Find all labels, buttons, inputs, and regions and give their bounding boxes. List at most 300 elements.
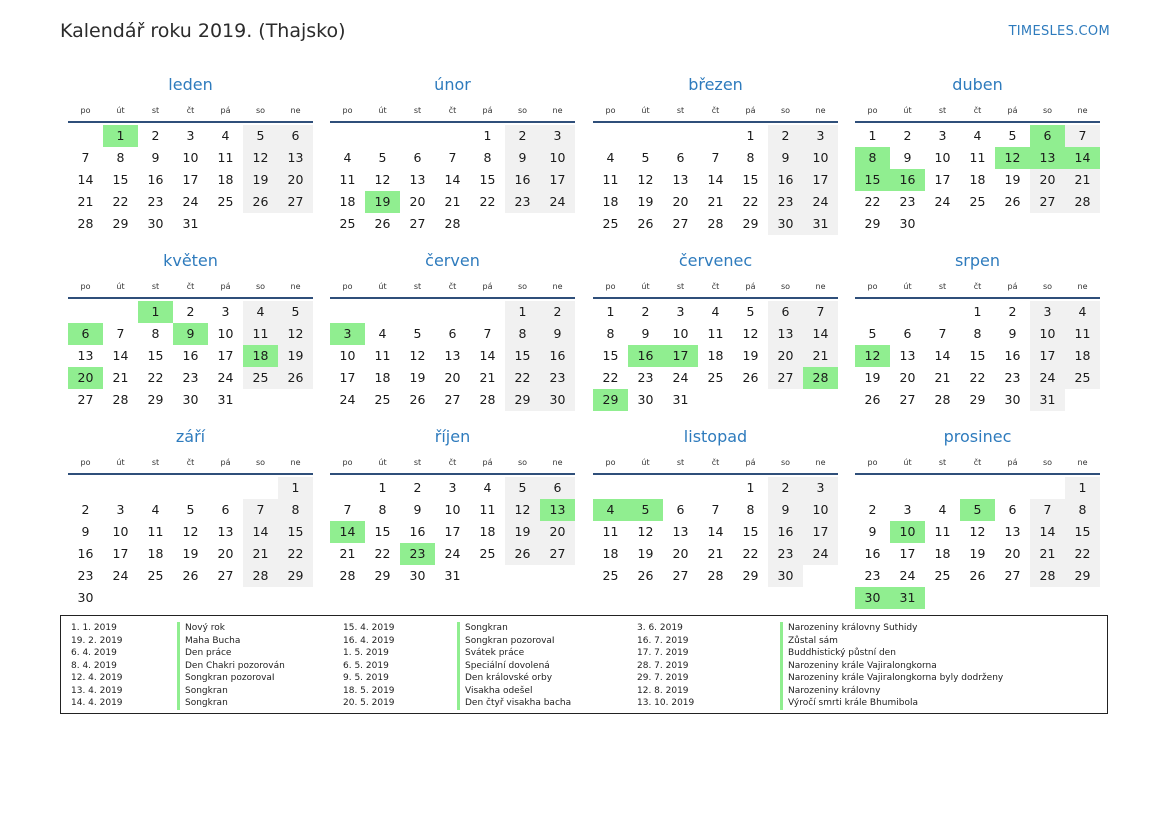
day-cell: 22 [147,370,164,385]
weekday-label: pá [482,281,493,291]
day-cell: 4 [1065,301,1100,323]
day-cell: 18 [1065,345,1100,367]
day-cell: 6 [676,150,685,165]
weekday-label: so [1042,457,1053,467]
day-cell: 3 [540,125,575,147]
weekday-label: st [151,281,160,291]
day-cell: 2 [768,125,803,147]
day-cell: 5 [746,304,755,319]
weekday-label: pá [482,105,493,115]
day-cell: 11 [374,348,391,363]
day-cell: 23 [147,194,164,209]
day-cell: 8 [483,150,492,165]
day-cell: 19 [742,348,759,363]
day-cell: 8 [378,502,387,517]
legend-holiday-name: Zůstal sám [788,635,838,646]
header-rule [68,473,313,475]
day-cell: 14 [934,348,951,363]
header-rule [593,297,838,299]
day-cell: 8 [278,499,313,521]
day-grid [68,477,313,609]
month-name: duben [952,75,1003,94]
day-cell: 12 [243,147,278,169]
empty-cell [698,477,733,499]
holiday-cell: 23 [400,543,435,565]
day-cell: 31 [1030,389,1065,411]
weekday-label: čt [186,105,195,115]
holiday-cell: 1 [103,125,138,147]
month-březen [593,75,838,235]
day-cell: 15 [505,345,540,367]
weekday-header [593,276,838,296]
day-cell: 27 [672,568,689,583]
month-září [68,427,313,609]
header-rule [593,121,838,123]
day-cell: 24 [899,568,916,583]
day-cell: 29 [742,216,759,231]
day-cell: 19 [969,546,986,561]
day-grid [855,301,1100,411]
day-cell: 24 [803,543,838,565]
weekday-label: út [903,457,912,467]
legend-date: 15. 4. 2019 [343,623,395,633]
legend-holiday-name: Výročí smrti krále Bhumibola [788,698,919,708]
day-grid [68,125,313,235]
day-cell: 27 [444,392,461,407]
day-cell: 18 [339,194,356,209]
weekday-label: ne [290,105,301,115]
legend-date: 12. 4. 2019 [71,673,123,683]
empty-cell [855,301,890,323]
day-cell: 10 [112,524,129,539]
day-cell: 26 [637,568,654,583]
day-cell: 6 [413,150,422,165]
empty-cell [593,125,628,147]
month-name: prosinec [943,427,1012,446]
day-cell: 10 [803,499,838,521]
day-cell: 14 [479,348,496,363]
weekday-label: čt [448,105,457,115]
day-cell: 17 [444,524,461,539]
weekday-label: po [867,281,878,291]
legend-date: 9. 5. 2019 [343,673,389,683]
day-cell: 16 [409,524,426,539]
day-cell: 8 [505,323,540,345]
day-cell: 21 [803,345,838,367]
day-cell: 7 [448,150,457,165]
day-cell: 20 [672,194,689,209]
day-cell: 11 [479,502,496,517]
day-cell: 28 [1065,191,1100,213]
day-cell: 17 [803,169,838,191]
day-cell: 1 [973,304,982,319]
day-cell: 2 [868,502,877,517]
day-cell: 14 [444,172,461,187]
day-cell: 13 [672,524,689,539]
empty-cell [663,477,698,499]
month-listopad [593,427,838,587]
day-cell: 17 [934,172,951,187]
month-name: leden [168,75,213,94]
month-srpen [855,251,1100,411]
weekday-header [593,100,838,120]
empty-cell [628,477,663,499]
day-cell: 25 [147,568,164,583]
holiday-cell: 5 [960,499,995,521]
weekday-label: pá [482,457,493,467]
weekday-label: ne [290,281,301,291]
day-cell: 29 [505,389,540,411]
day-cell: 4 [243,301,278,323]
empty-cell [365,301,400,323]
day-cell: 9 [641,326,650,341]
day-cell: 19 [637,194,654,209]
day-cell: 18 [934,546,951,561]
header-rule [330,297,575,299]
day-cell: 2 [151,128,160,143]
day-cell: 11 [339,172,356,187]
holiday-cell: 31 [890,587,925,609]
day-cell: 7 [343,502,352,517]
holiday-cell: 5 [628,499,663,521]
day-cell: 21 [77,194,94,209]
weekday-label: út [116,281,125,291]
day-cell: 13 [278,147,313,169]
day-cell: 18 [217,172,234,187]
day-cell: 12 [742,326,759,341]
day-cell: 27 [768,367,803,389]
day-cell: 9 [151,150,160,165]
day-cell: 2 [540,301,575,323]
day-cell: 11 [217,150,234,165]
weekday-label: po [867,105,878,115]
weekday-label: čt [973,105,982,115]
day-cell: 30 [77,590,94,605]
day-cell: 19 [505,521,540,543]
day-cell: 29 [112,216,129,231]
day-cell: 21 [1065,169,1100,191]
weekday-label: so [255,105,266,115]
day-cell: 31 [182,216,199,231]
day-cell: 23 [637,370,654,385]
day-cell: 12 [182,524,199,539]
day-cell: 15 [1065,521,1100,543]
weekday-label: út [378,281,387,291]
day-cell: 24 [217,370,234,385]
day-cell: 5 [641,150,650,165]
weekday-label: út [116,105,125,115]
day-cell: 28 [77,216,94,231]
day-cell: 25 [479,546,496,561]
weekday-label: pá [745,281,756,291]
day-cell: 5 [378,150,387,165]
day-cell: 24 [540,191,575,213]
legend-date: 1. 1. 2019 [71,623,117,633]
weekday-label: po [605,457,616,467]
day-cell: 11 [969,150,986,165]
day-cell: 3 [221,304,230,319]
day-cell: 26 [409,392,426,407]
day-cell: 15 [278,521,313,543]
empty-cell [593,477,628,499]
holiday-cell: 17 [663,345,698,367]
brand-link[interactable]: TIMESLES.COM [1008,24,1110,39]
weekday-label: pá [220,281,231,291]
day-cell: 12 [637,172,654,187]
day-cell: 8 [606,326,615,341]
holiday-cell: 12 [995,147,1030,169]
empty-cell [68,125,103,147]
weekday-label: čt [711,457,720,467]
legend-date: 13. 10. 2019 [637,698,695,708]
holiday-cell: 8 [855,147,890,169]
day-cell: 16 [768,521,803,543]
weekday-label: st [413,105,422,115]
day-cell: 30 [768,213,803,235]
day-cell: 26 [278,367,313,389]
day-cell: 5 [186,502,195,517]
day-cell: 28 [934,392,951,407]
legend-date: 8. 4. 2019 [71,660,117,671]
holiday-cell: 19 [365,191,400,213]
weekday-header [855,452,1100,472]
day-cell: 22 [864,194,881,209]
day-cell: 28 [1030,565,1065,587]
holiday-cell: 13 [1030,147,1065,169]
day-cell: 4 [151,502,160,517]
day-cell: 13 [1004,524,1021,539]
weekday-label: út [116,457,125,467]
weekday-label: pá [1007,105,1018,115]
legend-date: 16. 7. 2019 [637,635,689,646]
legend-date: 16. 4. 2019 [343,635,395,646]
holiday-cell: 18 [243,345,278,367]
weekday-label: ne [1077,105,1088,115]
day-cell: 25 [243,367,278,389]
holiday-cell: 14 [1065,147,1100,169]
day-cell: 20 [540,521,575,543]
day-cell: 16 [864,546,881,561]
day-cell: 1 [1065,477,1100,499]
weekday-label: so [517,105,528,115]
legend-date: 13. 4. 2019 [71,685,123,696]
day-cell: 17 [899,546,916,561]
day-cell: 7 [483,326,492,341]
day-cell: 9 [903,150,912,165]
day-cell: 30 [182,392,199,407]
weekday-label: st [413,457,422,467]
weekday-header [68,452,313,472]
day-cell: 30 [1004,392,1021,407]
legend-date: 1. 5. 2019 [343,648,389,658]
day-cell: 7 [938,326,947,341]
day-cell: 12 [969,524,986,539]
holiday-cell: 30 [855,587,890,609]
day-cell: 27 [899,392,916,407]
day-grid [593,301,838,411]
weekday-label: po [80,457,91,467]
day-cell: 23 [768,191,803,213]
legend-holiday-name: Narozeniny krále Vajiralongkorna byly dodrženy [788,673,1004,683]
legend-holiday-name: Songkran [185,698,228,708]
weekday-label: st [676,105,685,115]
day-cell: 27 [540,543,575,565]
day-cell: 21 [707,546,724,561]
day-cell: 3 [186,128,195,143]
header-rule [68,121,313,123]
empty-cell [173,477,208,499]
legend-dates-3 [637,622,694,710]
header-rule [330,473,575,475]
day-cell: 18 [479,524,496,539]
weekday-label: st [676,457,685,467]
day-cell: 20 [1030,169,1065,191]
legend-holiday-name: Narozeniny královny [788,685,881,696]
month-name: červen [425,251,480,270]
day-cell: 10 [672,326,689,341]
empty-cell [103,301,138,323]
day-cell: 24 [444,546,461,561]
day-cell: 10 [339,348,356,363]
day-cell: 6 [278,125,313,147]
day-cell: 3 [803,125,838,147]
day-grid [330,301,575,411]
day-cell: 26 [637,216,654,231]
day-cell: 28 [339,568,356,583]
legend-dates-2 [343,622,395,710]
day-cell: 27 [1030,191,1065,213]
day-cell: 2 [81,502,90,517]
day-cell: 28 [444,216,461,231]
day-cell: 16 [505,169,540,191]
day-cell: 24 [1030,367,1065,389]
weekday-label: ne [1077,457,1088,467]
day-cell: 26 [1004,194,1021,209]
weekday-header [330,276,575,296]
day-cell: 5 [868,326,877,341]
day-cell: 21 [444,194,461,209]
legend-holiday-name: Songkran [465,623,508,633]
legend-holiday-name: Songkran [185,685,228,696]
day-cell: 9 [81,524,90,539]
day-cell: 20 [409,194,426,209]
empty-cell [330,301,365,323]
legend-holiday-name: Den Chakri pozorován [185,660,285,671]
day-cell: 24 [112,568,129,583]
month-říjen [330,427,575,587]
day-cell: 22 [969,370,986,385]
day-cell: 3 [448,480,457,495]
holiday-cell: 14 [330,521,365,543]
day-cell: 18 [707,348,724,363]
day-cell: 16 [182,348,199,363]
day-cell: 18 [147,546,164,561]
day-cell: 19 [278,345,313,367]
day-cell: 19 [409,370,426,385]
weekday-label: po [605,105,616,115]
day-cell: 7 [1030,499,1065,521]
day-cell: 30 [768,565,803,587]
day-cell: 17 [540,169,575,191]
weekday-label: út [641,457,650,467]
day-cell: 1 [278,477,313,499]
day-cell: 30 [147,216,164,231]
day-cell: 22 [742,546,759,561]
day-cell: 29 [147,392,164,407]
day-cell: 3 [116,502,125,517]
empty-cell [435,301,470,323]
empty-cell [435,125,470,147]
holiday-cell: 9 [173,323,208,345]
weekday-label: pá [1007,457,1018,467]
day-cell: 26 [243,191,278,213]
weekday-label: ne [290,457,301,467]
day-cell: 8 [151,326,160,341]
day-cell: 4 [711,304,720,319]
page-title: Kalendář roku 2019. (Thajsko) [60,20,346,42]
weekday-label: čt [186,457,195,467]
day-cell: 2 [1008,304,1017,319]
day-cell: 3 [676,304,685,319]
day-cell: 12 [374,172,391,187]
weekday-label: st [151,105,160,115]
legend-date: 3. 6. 2019 [637,623,683,633]
day-cell: 11 [934,524,951,539]
day-cell: 21 [707,194,724,209]
day-cell: 19 [637,546,654,561]
holiday-cell: 6 [1030,125,1065,147]
legend-holiday-name: Den práce [185,648,232,658]
weekday-label: po [342,105,353,115]
day-cell: 15 [112,172,129,187]
day-cell: 1 [746,128,755,143]
day-grid [68,301,313,411]
day-cell: 9 [505,147,540,169]
legend-holiday-name: Den královské orby [465,673,553,683]
legend-holiday-name: Buddhistický půstní den [788,648,896,658]
holiday-cell: 16 [628,345,663,367]
empty-cell [400,125,435,147]
weekday-label: po [867,457,878,467]
holiday-legend [60,615,1108,714]
day-cell: 21 [1030,543,1065,565]
day-cell: 23 [864,568,881,583]
holiday-cell: 10 [890,521,925,543]
weekday-label: so [1042,281,1053,291]
day-cell: 21 [934,370,951,385]
day-cell: 1 [746,480,755,495]
legend-holiday-name: Visakha odešel [465,685,533,696]
legend-holiday-name: Narozeniny krále Vajiralongkorna [788,660,937,671]
day-cell: 15 [742,524,759,539]
day-cell: 8 [746,150,755,165]
day-cell: 7 [803,301,838,323]
weekday-label: pá [1007,281,1018,291]
day-cell: 13 [217,524,234,539]
legend-date: 28. 7. 2019 [637,660,689,671]
day-cell: 16 [768,169,803,191]
day-cell: 10 [934,150,951,165]
day-cell: 17 [339,370,356,385]
empty-cell [960,477,995,499]
day-cell: 8 [1065,499,1100,521]
day-cell: 4 [606,150,615,165]
empty-cell [890,301,925,323]
weekday-label: so [517,281,528,291]
weekday-label: út [378,105,387,115]
day-cell: 17 [217,348,234,363]
day-cell: 22 [374,546,391,561]
